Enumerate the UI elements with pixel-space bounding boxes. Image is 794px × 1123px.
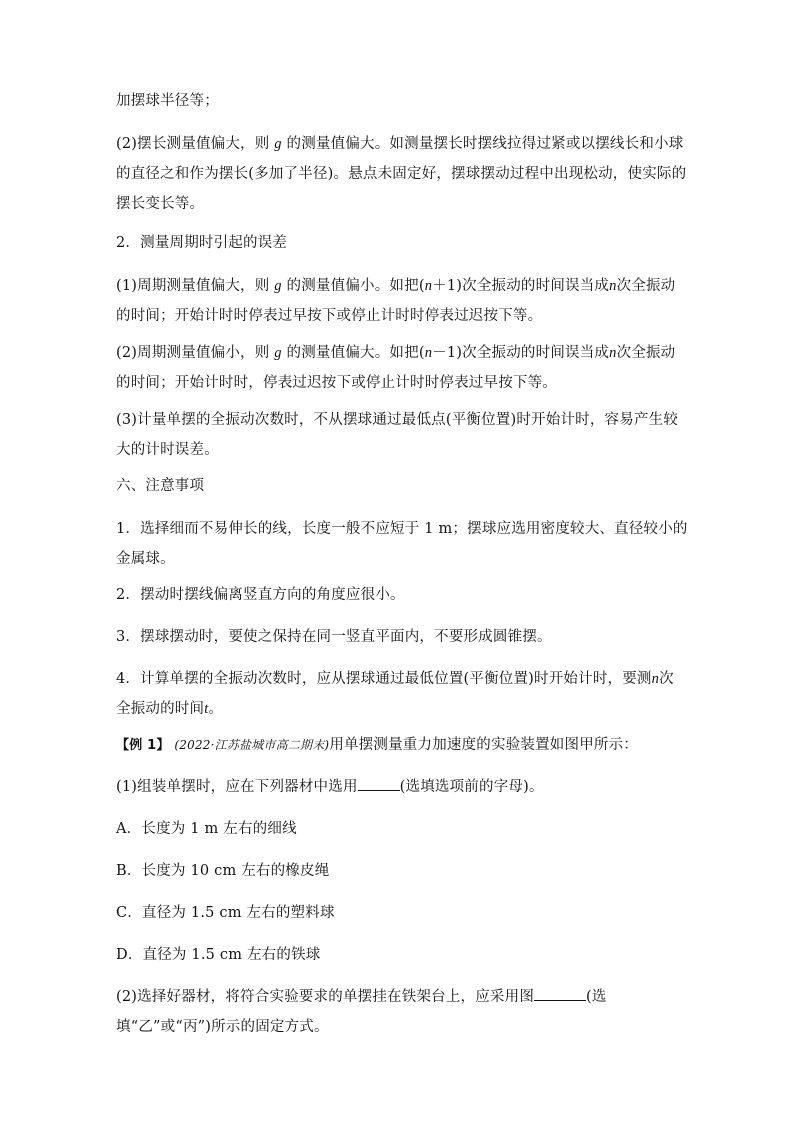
example-tag: 【例 1】 <box>116 738 170 753</box>
text: C．直径为 1.5 cm 左右的塑料球 <box>116 905 335 921</box>
var-n: n <box>609 345 617 361</box>
text: －1)次全振动的时间误当成 <box>432 345 610 361</box>
var-g: g <box>274 278 282 294</box>
option-d <box>116 940 688 970</box>
text: 次全振动的时间；开始计时时，停表过迟按下或停止计时时停表过早按下等。 <box>116 345 676 391</box>
text: 的测量值偏大。如把( <box>286 345 425 361</box>
text: B．长度为 10 cm 左右的橡皮绳 <box>116 863 330 879</box>
text: (2)周期测量值偏小，则 <box>116 345 270 361</box>
note-3 <box>116 622 688 652</box>
text: 。 <box>208 701 224 717</box>
paragraph-period-small <box>116 338 688 398</box>
var-n: n <box>424 345 433 361</box>
text: 六、注意事项 <box>116 478 205 494</box>
text: 2．测量周期时引起的误差 <box>116 235 288 251</box>
text: (选填选项前的字母)。 <box>399 779 544 795</box>
var-g: g <box>274 345 282 361</box>
example-source: (2022·江苏盐城市高二期末) <box>174 738 330 752</box>
paragraph-radius-note <box>116 86 688 116</box>
option-a <box>116 814 688 844</box>
text: A．长度为 1 m 左右的细线 <box>116 821 297 837</box>
var-t: t <box>204 701 209 717</box>
example-header <box>116 730 688 761</box>
option-b <box>116 856 688 886</box>
text: 1．选择细而不易伸长的线，长度一般不应短于 1 m；摆球应选用密度较大、直径较小的金属球。 <box>116 521 688 567</box>
note-4 <box>116 664 688 724</box>
text: 4．计算单摆的全振动次数时，应从摆球通过最低位置(平衡位置)时开始计时，要测 <box>116 671 652 687</box>
answer-blank[interactable] <box>358 776 400 791</box>
text: ＋1)次全振动的时间误当成 <box>432 278 610 294</box>
text: 2．摆动时摆线偏离竖直方向的角度应很小。 <box>116 587 405 603</box>
question-2 <box>116 982 688 1042</box>
text: 加摆球半径等； <box>116 93 219 109</box>
text: 次全振动的时间；开始计时时停表过早按下或停止计时时停表过迟按下等。 <box>116 278 676 324</box>
option-c <box>116 898 688 928</box>
var-n: n <box>424 278 433 294</box>
var-n: n <box>609 278 617 294</box>
note-1 <box>116 514 688 574</box>
paragraph-count-error <box>116 405 688 465</box>
text: 3．摆球摆动时，要使之保持在同一竖直平面内，不要形成圆锥摆。 <box>116 629 552 645</box>
text: (1)周期测量值偏大，则 <box>116 278 270 294</box>
text: D．直径为 1.5 cm 左右的铁球 <box>116 947 321 963</box>
text: (2)选择好器材，将符合实验要求的单摆挂在铁架台上，应采用图 <box>116 989 535 1005</box>
text: (选填“乙”或“丙”)所示的固定方式。 <box>116 989 607 1035</box>
note-2 <box>116 580 688 610</box>
paragraph-length-error <box>116 129 688 219</box>
var-g: g <box>274 136 282 152</box>
heading-notes <box>116 471 688 501</box>
text: 次全振动的时间 <box>116 671 674 717</box>
paragraph-period-large <box>116 271 688 331</box>
var-n: n <box>651 671 660 687</box>
text: (2)摆长测量值偏大，则 <box>116 136 270 152</box>
text: 的测量值偏大。如测量摆长时摆线拉得过紧或以摆线长和小球的直径之和作为摆长(多加了半径)。悬点未固定好，摆球摆动过程中出现松动，使实际的摆长变长等。 <box>116 136 687 212</box>
question-1 <box>116 772 688 802</box>
text: (1)组装单摆时，应在下列器材中选用 <box>116 779 358 795</box>
heading-period-error <box>116 228 688 258</box>
text: (3)计量单摆的全振动次数时，不从摆球通过最低点(平衡位置)时开始计时，容易产生较大的计时误差。 <box>116 412 679 458</box>
text: 用单摆测量重力加速度的实验装置如图甲所示： <box>329 737 639 753</box>
text: 的测量值偏小。如把( <box>286 278 425 294</box>
answer-blank[interactable] <box>534 986 586 1001</box>
